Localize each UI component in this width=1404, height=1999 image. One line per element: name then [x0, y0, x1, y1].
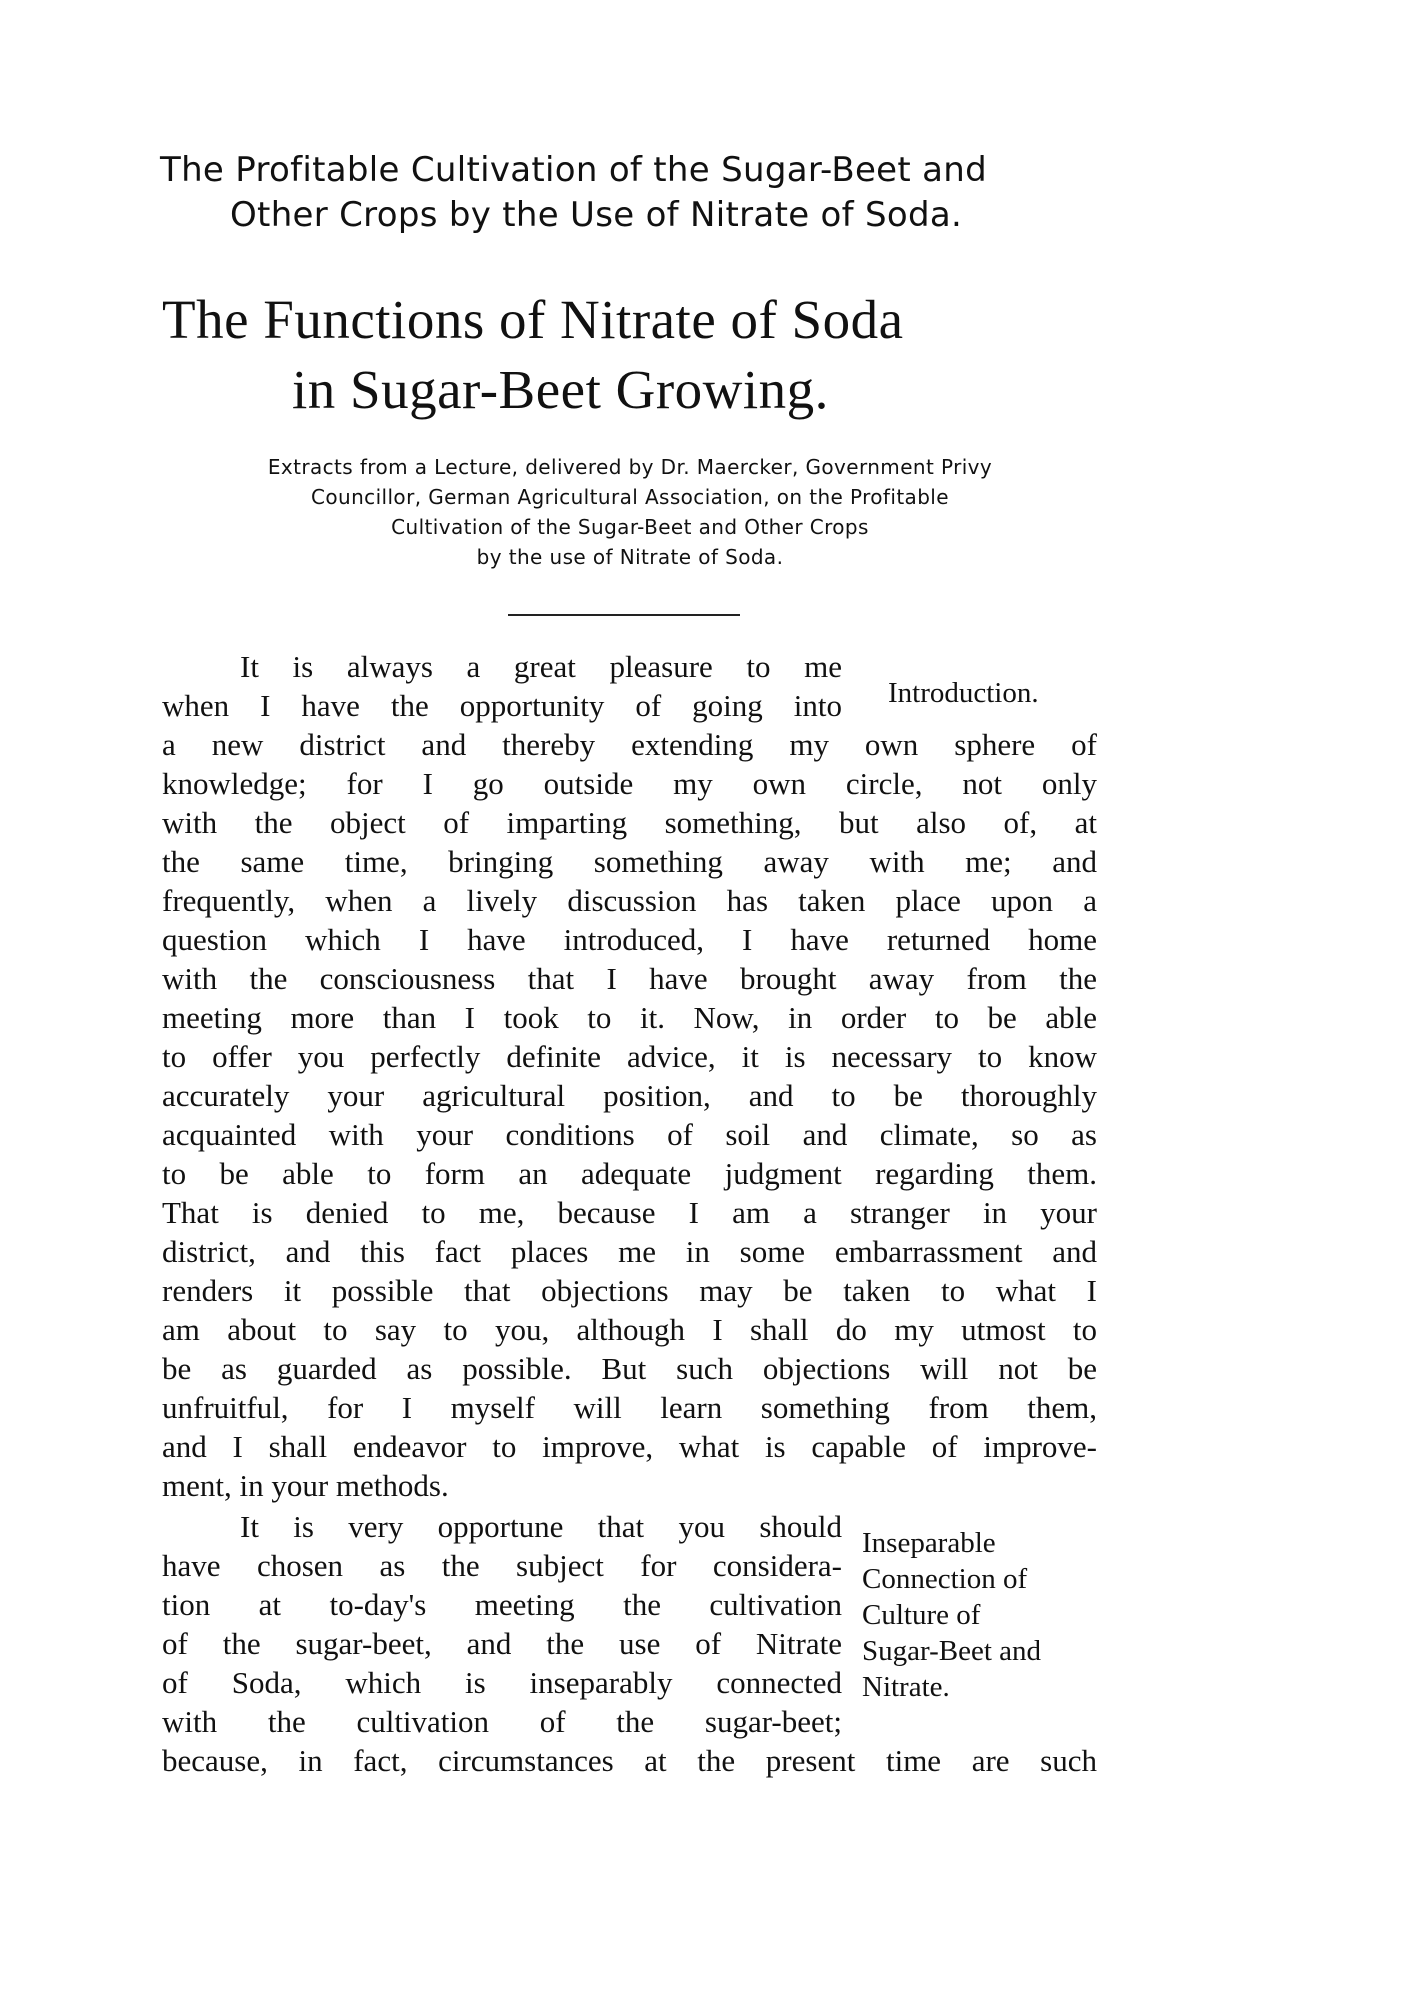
text-line: and I shall endeavor to improve, what is capable of improve-: [162, 1429, 1097, 1464]
main-title-line-2: in Sugar-Beet Growing.: [292, 359, 829, 420]
running-title: [160, 148, 1120, 238]
text-line: unfruitful, for I myself will learn something from them,: [162, 1390, 1097, 1425]
subtitle-line-2: Councillor, German Agricultural Association, on the Profitable: [311, 485, 949, 509]
text-line: district, and this fact places me in some embarrassment and: [162, 1234, 1097, 1269]
paragraph-1-body: [162, 725, 1097, 1505]
running-title-line-2: Other Crops by the Use of Nitrate of Soda.: [230, 195, 963, 235]
subtitle-line-1: Extracts from a Lecture, delivered by Dr. Maercker, Government Privy: [267, 455, 993, 479]
subtitle-line-4: by the use of Nitrate of Soda.: [476, 545, 784, 569]
text-line: That is denied to me, because I am a stranger in your: [162, 1195, 1097, 1230]
sidenote-introduction-text: Introduction.: [888, 677, 1039, 709]
subtitle: [150, 452, 1110, 572]
text-line: with the object of imparting something, but also of, at: [162, 805, 1097, 840]
text-line: with the consciousness that I have brought away from the: [162, 961, 1097, 996]
paragraph-2-body: [162, 1741, 1097, 1780]
text-line: because, in fact, circumstances at the present time are such: [162, 1743, 1097, 1778]
text-line: am about to say to you, although I shall do my utmost to: [162, 1312, 1097, 1347]
running-title-line-1: The Profitable Cultivation of the Sugar-Beet and: [160, 150, 987, 190]
sidenote-inseparable-line-1: Inseparable: [862, 1527, 996, 1559]
text-line: of the sugar-beet, and the use of Nitrate: [162, 1626, 842, 1661]
text-line: a new district and thereby extending my own sphere of: [162, 727, 1097, 762]
sidenote-introduction: [888, 675, 1039, 711]
text-line: ment, in your methods.: [162, 1468, 449, 1503]
sidenote-inseparable-line-5: Nitrate.: [862, 1671, 950, 1703]
text-line: tion at to-day's meeting the cultivation: [162, 1587, 842, 1622]
text-line: It is always a great pleasure to me: [240, 649, 842, 684]
sidenote-inseparable-line-2: Connection of: [862, 1563, 1028, 1595]
text-line: of Soda, which is inseparably connected: [162, 1665, 842, 1700]
text-line: to be able to form an adequate judgment regarding them.: [162, 1156, 1097, 1191]
divider-rule: [508, 614, 740, 616]
text-line: knowledge; for I go outside my own circle, not only: [162, 766, 1097, 801]
text-line: It is very opportune that you should: [240, 1509, 842, 1544]
sidenote-inseparable: [862, 1525, 1041, 1705]
text-line: to offer you perfectly definite advice, it is necessary to know: [162, 1039, 1097, 1074]
text-line: be as guarded as possible. But such objections will not be: [162, 1351, 1097, 1386]
main-title-line-1: The Functions of Nitrate of Soda: [162, 289, 904, 350]
text-line: question which I have introduced, I have returned home: [162, 922, 1097, 957]
text-line: meeting more than I took to it. Now, in order to be able: [162, 1000, 1097, 1035]
text-line: have chosen as the subject for considera-: [162, 1548, 842, 1583]
main-title: [162, 285, 1122, 425]
sidenote-inseparable-line-4: Sugar-Beet and: [862, 1635, 1041, 1667]
text-line: frequently, when a lively discussion has taken place upon a: [162, 883, 1097, 918]
text-line: renders it possible that objections may be taken to what I: [162, 1273, 1097, 1308]
text-line: the same time, bringing something away with me; and: [162, 844, 1097, 879]
subtitle-line-3: Cultivation of the Sugar-Beet and Other Crops: [391, 515, 869, 539]
text-line: acquainted with your conditions of soil and climate, so as: [162, 1117, 1097, 1152]
text-line: accurately your agricultural position, and to be thoroughly: [162, 1078, 1097, 1113]
text-line: when I have the opportunity of going into: [162, 688, 842, 723]
text-line: with the cultivation of the sugar-beet;: [162, 1704, 842, 1739]
sidenote-inseparable-line-3: Culture of: [862, 1599, 981, 1631]
